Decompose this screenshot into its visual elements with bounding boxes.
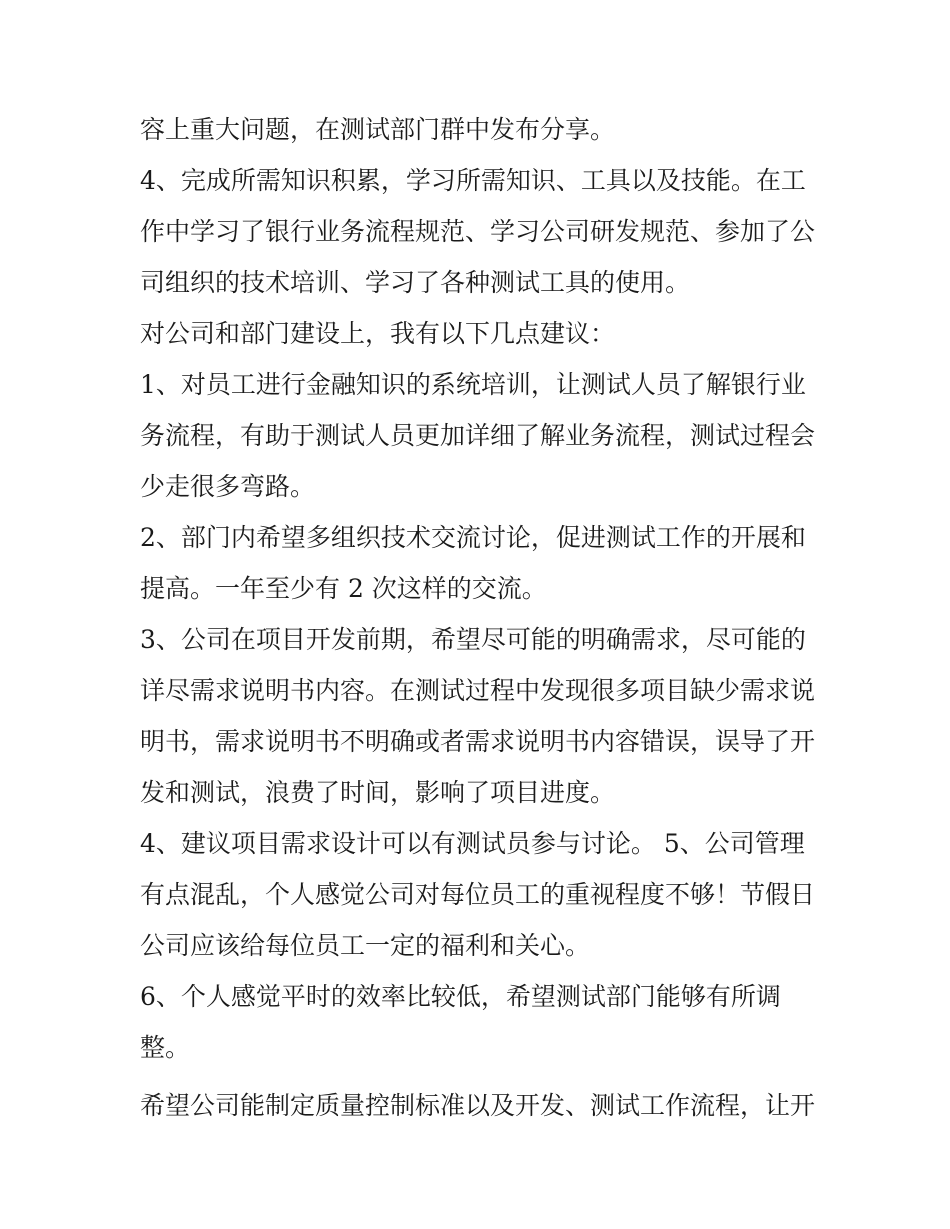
text-line: 发和测试，浪费了时间，影响了项目进度。 [140, 778, 616, 807]
text-line: 4、建议项目需求设计可以有测试员参与讨论。 5、公司管理 [140, 829, 805, 858]
text-line: 4、完成所需知识积累，学习所需知识、工具以及技能。在工 [140, 166, 806, 195]
text-line: 司组织的技术培训、学习了各种测试工具的使用。 [140, 268, 691, 297]
text-line: 务流程，有助于测试人员更加详细了解业务流程，测试过程会 [140, 421, 816, 450]
text-line: 整。 [140, 1033, 191, 1062]
text-line: 容上重大问题，在测试部门群中发布分享。 [140, 115, 616, 144]
text-line: 希望公司能制定质量控制标准以及开发、测试工作流程，让开 [140, 1091, 816, 1120]
text-line: 明书，需求说明书不明确或者需求说明书内容错误，误导了开 [140, 727, 816, 756]
text-line: 2、部门内希望多组织技术交流讨论，促进测试工作的开展和 [140, 523, 806, 552]
text-line: 作中学习了银行业务流程规范、学习公司研发规范、参加了公 [140, 217, 816, 246]
text-line: 有点混乱，个人感觉公司对每位员工的重视程度不够！节假日 [140, 880, 816, 909]
text-line: 6、个人感觉平时的效率比较低，希望测试部门能够有所调 [140, 982, 781, 1011]
text-line: 3、公司在项目开发前期，希望尽可能的明确需求，尽可能的 [140, 625, 806, 654]
text-line: 少走很多弯路。 [140, 472, 316, 501]
text-line: 详尽需求说明书内容。在测试过程中发现很多项目缺少需求说 [140, 676, 816, 705]
text-line: 公司应该给每位员工一定的福利和关心。 [140, 931, 591, 960]
text-line: 1、对员工进行金融知识的系统培训，让测试人员了解银行业 [140, 370, 806, 399]
text-line: 提高。一年至少有 2 次这样的交流。 [140, 574, 547, 603]
text-line: 对公司和部门建设上，我有以下几点建议： [140, 319, 616, 348]
